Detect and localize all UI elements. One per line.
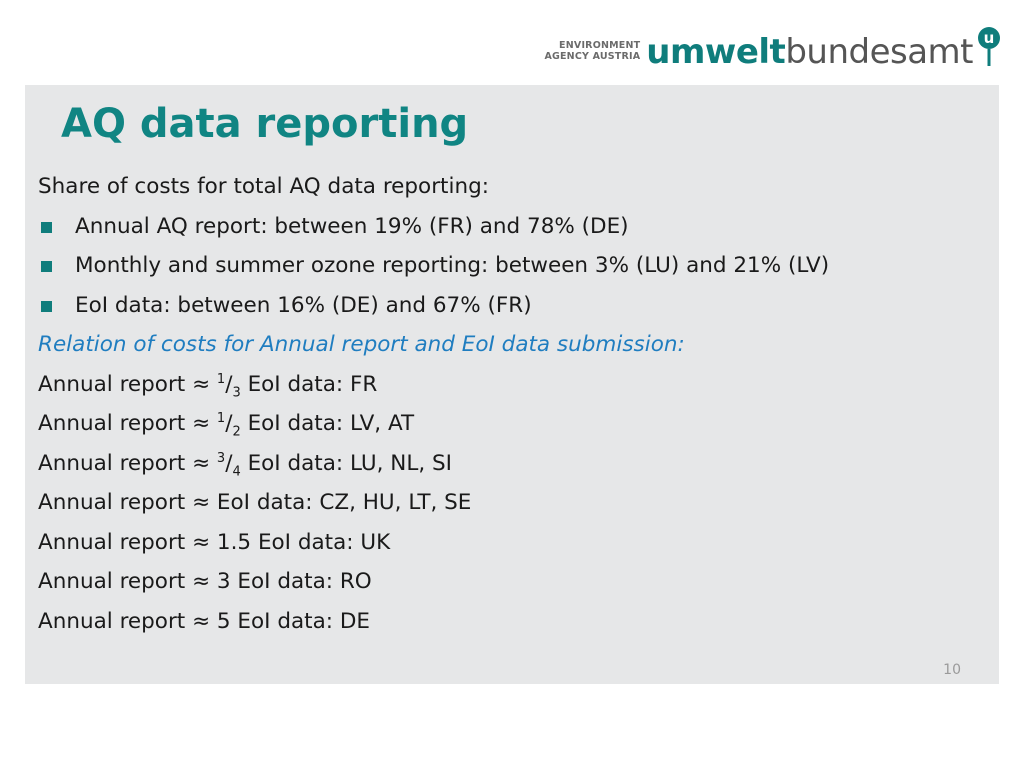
slide-panel [25,85,999,684]
bullet-square-icon [41,222,52,233]
bullet-text: Annual AQ report: between 19% (FR) and 78% (DE) [75,213,629,239]
agency-logo [544,24,1004,72]
logo-agency-line-1: ENVIRONMENT [559,40,641,51]
page-number: 10 [943,662,961,678]
logo-wordmark [646,24,973,72]
relation-line: Annual report ≈ $^3/_4$ EoI data: LU, NL, SI [38,450,453,479]
logo-mark-letter: u [983,29,995,47]
relation-line: Annual report ≈ 1.5 EoI data: UK [38,529,391,555]
bullet-item [38,213,968,241]
bullet-item [38,252,955,280]
relation-prefix: Annual report ≈ [38,450,217,476]
bullet-square-icon [41,301,52,312]
fraction-denominator: 2 [232,424,241,440]
bullet-text: EoI data: between 16% (DE) and 67% (FR) [75,292,532,318]
slide-content [38,173,968,647]
slide-title: AQ data reporting [61,101,469,147]
relation-line: Annual report ≈ $^1/_2$ EoI data: LV, AT [38,410,415,440]
relation-suffix: EoI data: FR [240,371,378,397]
logo-word-light: bundesamt [785,32,973,72]
relation-line: Annual report ≈ EoI data: CZ, HU, LT, SE [38,490,472,515]
logo-word-bold: umwelt [646,32,786,72]
relation-line: Annual report ≈ 3 EoI data: RO [38,569,372,594]
fraction-denominator: 4 [232,463,241,479]
fraction-denominator: 3 [232,384,241,400]
bullet-text: Monthly and summer ozone reporting: between 3% (LU) and 21% (LV) [75,253,830,278]
relation-prefix: Annual report ≈ [38,411,217,436]
logo-agency-line-2: AGENCY AUSTRIA [544,51,641,62]
fraction-numerator: 1 [216,371,226,387]
relation-subheading: Relation of costs for Annual report and EoI data submission: [38,332,685,357]
relation-suffix: EoI data: LU, NL, SI [240,450,453,476]
intro-line: Share of costs for total AQ data reporting: [38,174,489,199]
relation-suffix: EoI data: LV, AT [240,411,415,436]
fraction-numerator: 3 [216,450,226,466]
bullet-square-icon [41,261,52,272]
relation-line: Annual report ≈ 5 EoI data: DE [38,608,370,634]
bullet-item [38,292,968,320]
relation-prefix: Annual report ≈ [38,371,217,397]
fraction-numerator: 1 [216,410,226,426]
logo-mark-icon [974,24,1004,66]
relation-line: Annual report ≈ $^1/_3$ EoI data: FR [38,371,378,400]
logo-agency-text [544,34,640,62]
